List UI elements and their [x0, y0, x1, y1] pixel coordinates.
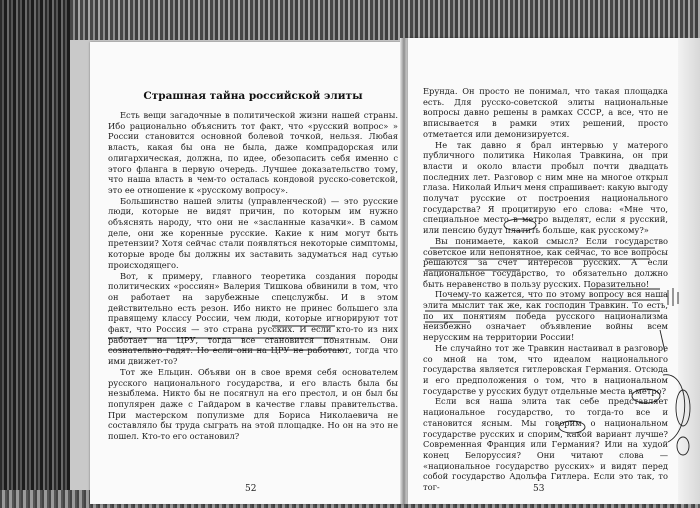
paragraph: Большинство нашей элиты (управленческой) — это русские люди, которые не видят причин, по которым им нужно объяснять народу, что они не «засланные казачки». В самом деле, они же коренные русские. Какие к ним могут быть претензии? Хотя сейчас стали появляться некоторые симптомы, которые вроде бы должны их заставить задуматься над сутью происходящего.	[108, 195, 398, 270]
paragraph: Если вся наша элита так себе представляет национальное государство, то тогда-то все и становится ясным. Мы говорим о национальном государстве русских и спорим, какой вариант лучше? Современная Франция или Германия? Или на худой конец Белоруссия? Они читают слова — «национальное государство русских» и видят перед собой государство Адольфа Гитлера. Если это так, то тог-	[423, 396, 668, 493]
page-number: 53	[533, 484, 545, 494]
paragraph: Вы понимаете, какой смысл? Если государство советское или непонятное, как сейчас, то все вопросы решаются за счет интересов русских. А если национальное государство, то обязательно должно быть неравенство в пользу русских. Поразительно!	[423, 235, 668, 289]
page-edge-shadow	[678, 38, 700, 504]
paragraph: Не так давно я брал интервью у матерого публичного политика Николая Травкина, он при власти и около власти пробыл почти двадцать последних лет. Разговор с ним мне на многое открыл глаза. Николай Ильич меня спрашивает: какую выгоду получат русские от построения национального государства? Я процитирую его слова: «Мне что, специальное место в метро выделят, если я русский, или пенсию будут платить больше, как русскому?»	[423, 139, 668, 236]
chapter-heading: Страшная тайна российской элиты	[143, 90, 363, 102]
left-page	[90, 42, 405, 504]
paragraph: Тот же Ельцин. Объяви он в свое время себя основателем русского национального государства, и его власть была бы незыблема. Никто бы не посягнул на его престол, и он был бы популярен даже с Гайдаром в качестве главы правительства. При мастерском популизме для Бориса Николаевича не составляло бы труда сыграть на этой площадке. Но он на это не пошел. Кто-то его остановил?	[108, 366, 398, 442]
scan-noise-top	[0, 0, 700, 40]
paragraph: Почему-то кажется, что по этому вопросу вся наша элита мыслит так же, как господин Травкин. То есть, по их понятиям победа русского национализма неизбежно означает объявление войны всем нерусским на территории России!	[423, 289, 668, 343]
left-page-body	[108, 110, 398, 442]
paragraph: Не случайно тот же Травкин настаивал в разговоре со мной на том, что идеалом национального государства является гитлеровская Германия. Отсюда и его предположения о том, что в национальном государстве у русских будут отдельные места в метро?	[423, 342, 668, 396]
paragraph: Есть вещи загадочные в политической жизни нашей страны. Ибо рационально объяснить тот факт, что «русский вопрос» » России становится основной болевой точкой, нельзя. Любая власть, какая бы она не была, даже компрадорская или олигархическая, должна, по идее, обезопасить себя именно с этого фланга в первую очередь. Лучшее доказательство тому, что наша власть в чем-то осталась кондовой русско-советской, это ее отношение к «русскому вопросу».	[108, 110, 398, 195]
page-number: 52	[245, 484, 257, 494]
paragraph: Вот, к примеру, главного теоретика создания породы политических «россиян» Валерия Тишкова обвинили в том, что он работает на зарубежные спецслужбы. И в этом действительно есть резон. Ибо никто не принес большего зла правящему классу России, чем люди, которые игнорируют тот факт, что Россия — это страна русских. И если кто-то из них работает на ЦРУ, тогда все становится понятным. Они сознательно гадят. Но если они на ЦРУ не работают, тогда что ими движет-то?	[108, 270, 398, 367]
paragraph: Ерунда. Он просто не понимал, что такая площадка есть. Для русско-советской элиты национальные вопросы давно решены в рамках СССР, а все, что не вписывается в рамки этих решений, просто отметается или демонизируется.	[423, 86, 668, 139]
scan-noise-left-edge	[0, 0, 70, 508]
right-page-body	[423, 86, 668, 493]
right-page	[408, 38, 678, 504]
